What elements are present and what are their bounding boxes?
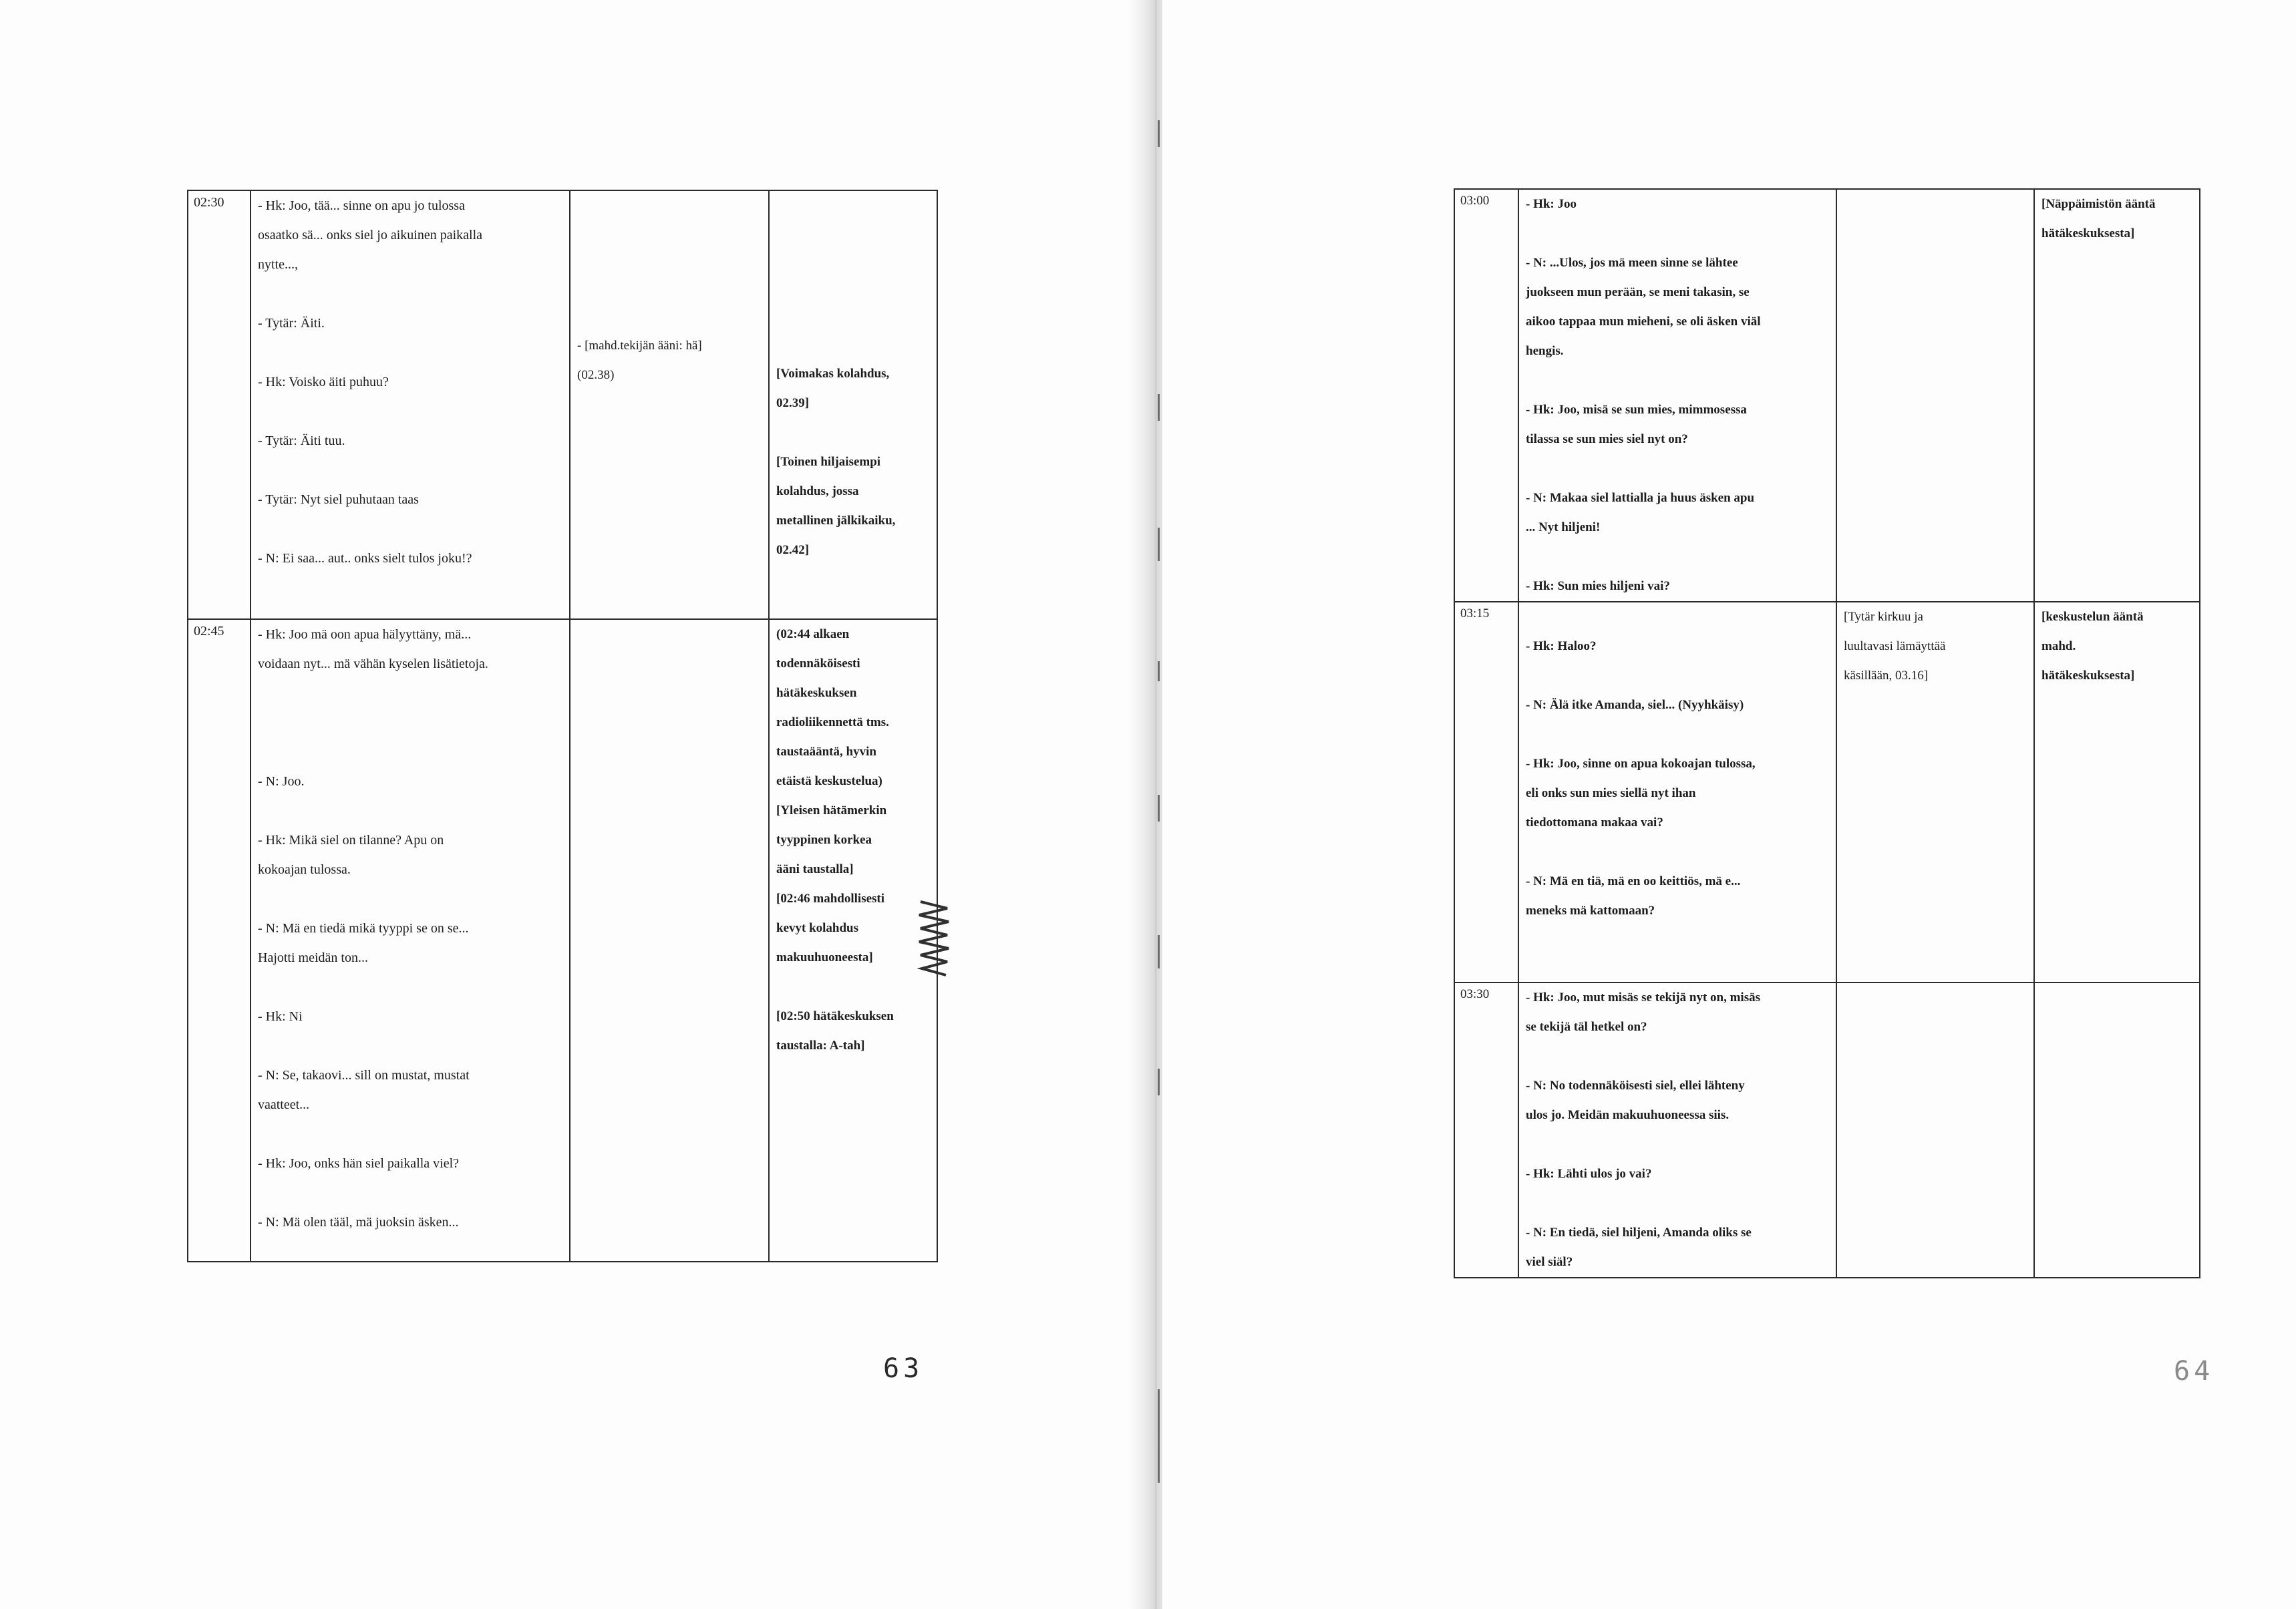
text-line: taustaääntä, hyvin <box>776 745 876 759</box>
text-line: viel siäl? <box>1526 1255 1573 1269</box>
text-line: kolahdus, jossa <box>776 484 859 498</box>
text-line: radioliikennettä tms. <box>776 715 889 729</box>
text-line: juokseen mun perään, se meni takasin, se <box>1526 285 1750 299</box>
blank-line <box>1526 661 1829 691</box>
text-line: - Hk: Joo, onks hän siel paikalla viel? <box>258 1156 460 1171</box>
notes-cell <box>769 619 937 1262</box>
text-line: - Hk: Ni <box>258 1009 303 1024</box>
text-line: nytte..., <box>258 257 298 272</box>
text-line: - N: Makaa siel lattialla ja huus äsken apu <box>1526 491 1755 505</box>
text-line: ulos jo. Meidän makuuhuoneessa siis. <box>1526 1108 1730 1122</box>
transcript-row <box>188 619 937 1262</box>
text-line: - N: Ei saa... aut.. onks sielt tulos joku!? <box>258 551 472 566</box>
gutter-mark <box>1158 528 1160 561</box>
transcript-row <box>1454 189 2200 602</box>
blank-line <box>1526 1042 1829 1071</box>
blank-line <box>258 972 562 1002</box>
blank-line <box>258 1119 562 1149</box>
blank-line <box>1526 720 1829 749</box>
text-line: tilassa se sun mies siel nyt on? <box>1526 432 1688 446</box>
blank-line <box>258 796 562 826</box>
blank-line <box>258 397 562 426</box>
ink-scribble-mark <box>914 895 954 982</box>
text-line: - N: Se, takaovi... sill on mustat, mustat <box>258 1068 470 1083</box>
text-line: todennäköisesti <box>776 657 860 671</box>
notes-cell <box>2034 982 2200 1278</box>
text-line: - Tytär: Äiti. <box>258 316 325 331</box>
text-line: - Hk: Joo, mut misäs se tekijä nyt on, misäs <box>1526 991 1760 1005</box>
gutter-mark <box>1158 661 1160 681</box>
text-line: [02:46 mahdollisesti <box>776 892 885 906</box>
dialogue-cell <box>1518 982 1836 1278</box>
transcript-row <box>1454 602 2200 982</box>
left-transcript-table <box>187 190 938 1262</box>
text-line: - Hk: Lähti ulos jo vai? <box>1526 1167 1652 1181</box>
blank-line <box>1526 1189 1829 1218</box>
blank-line <box>1526 602 1829 632</box>
blank-line <box>258 456 562 485</box>
text-line: (02.38) <box>577 368 615 382</box>
text-line: [Voimakas kolahdus, <box>776 367 890 381</box>
text-line: - N: Mä en tiedä mikä tyyppi se on se... <box>258 921 469 936</box>
sound-cell <box>1836 189 2034 602</box>
text-line: - N: No todennäköisesti siel, ellei lähteny <box>1526 1079 1745 1093</box>
text-line: [Tytär kirkuu ja <box>1844 610 1923 624</box>
text-line: hätäkeskuksen <box>776 686 857 700</box>
notes-cell <box>2034 602 2200 982</box>
text-line: makuuhuoneesta] <box>776 950 873 964</box>
right-page-number: 64 <box>2174 1356 2215 1387</box>
blank-line <box>258 737 562 767</box>
sound-cell <box>570 190 769 619</box>
blank-line <box>258 708 562 737</box>
gutter-mark <box>1158 795 1160 822</box>
text-line: - Hk: Joo <box>1526 197 1577 211</box>
transcript-row <box>1454 982 2200 1278</box>
text-line: - Hk: Sun mies hiljeni vai? <box>1526 579 1670 593</box>
text-line: - Hk: Haloo? <box>1526 639 1597 653</box>
blank-line <box>1526 542 1829 572</box>
right-transcript-table <box>1454 188 2200 1278</box>
blank-line <box>258 1031 562 1061</box>
text-line: - N: Mä olen tääl, mä juoksin äsken... <box>258 1215 459 1230</box>
gutter-mark <box>1158 1389 1160 1483</box>
text-line: - N: ...Ulos, jos mä meen sinne se lähtee <box>1526 256 1738 270</box>
gutter-mark <box>1158 1069 1160 1095</box>
sound-cell <box>1836 982 2034 1278</box>
blank-line <box>776 418 930 448</box>
text-line: - Hk: Joo mä oon apua hälyyttäny, mä... <box>258 627 472 642</box>
text-line: Hajotti meidän ton... <box>258 950 368 965</box>
text-line: - Tytär: Äiti tuu. <box>258 433 345 448</box>
text-line: taustalla: A-tah] <box>776 1039 865 1053</box>
text-line: - Hk: Voisko äiti puhuu? <box>258 375 389 389</box>
gutter-mark <box>1158 935 1160 968</box>
text-line: - N: Mä en tiä, mä en oo keittiös, mä e... <box>1526 874 1741 888</box>
notes-cell <box>2034 189 2200 602</box>
blank-line <box>776 972 930 1002</box>
dialogue-cell <box>251 190 570 619</box>
text-line: - N: Älä itke Amanda, siel... (Nyyhkäisy) <box>1526 698 1744 712</box>
text-line: kokoajan tulossa. <box>258 862 351 877</box>
text-line: meneks mä kattomaan? <box>1526 904 1655 918</box>
text-line: [Toinen hiljaisempi <box>776 455 881 469</box>
right-page <box>1162 0 2296 1609</box>
timestamp-cell: 03:00 <box>1454 189 1518 602</box>
timestamp-cell: 02:30 <box>188 190 251 619</box>
blank-line <box>1526 366 1829 395</box>
text-line: mahd. <box>2041 639 2076 653</box>
text-line: hätäkeskuksesta] <box>2041 669 2135 683</box>
text-line: [keskustelun ääntä <box>2041 610 2144 624</box>
blank-line <box>258 1178 562 1208</box>
text-line: luultavasi lämäyttää <box>1844 639 1946 653</box>
left-page-number: 63 <box>883 1353 924 1384</box>
text-line: voidaan nyt... mä vähän kyselen lisätietoja. <box>258 657 488 671</box>
text-line: - N: En tiedä, siel hiljeni, Amanda oliks se <box>1526 1226 1752 1240</box>
dialogue-cell <box>1518 189 1836 602</box>
text-line: metallinen jälkikaiku, <box>776 514 896 528</box>
text-line: kevyt kolahdus <box>776 921 859 935</box>
blank-line <box>1526 838 1829 867</box>
transcript-row <box>188 190 937 619</box>
text-line: - Hk: Mikä siel on tilanne? Apu on <box>258 833 444 848</box>
blank-line <box>1526 219 1829 248</box>
text-line: osaatko sä... onks siel jo aikuinen paikalla <box>258 228 483 242</box>
text-line: 02.39] <box>776 396 810 410</box>
notes-cell <box>769 190 937 619</box>
dialogue-cell <box>1518 602 1836 982</box>
text-line: - Hk: Joo, misä se sun mies, mimmosessa <box>1526 403 1747 417</box>
text-line: käsillään, 03.16] <box>1844 669 1929 683</box>
text-line: 02.42] <box>776 543 810 557</box>
text-line: - Tytär: Nyt siel puhutaan taas <box>258 492 419 507</box>
timestamp-cell: 03:15 <box>1454 602 1518 982</box>
text-line: [Näppäimistön ääntä <box>2041 197 2156 211</box>
text-line: (02:44 alkaen <box>776 627 850 641</box>
gutter-mark <box>1158 394 1160 421</box>
timestamp-cell: 03:30 <box>1454 982 1518 1278</box>
text-line: - Hk: Joo, tää... sinne on apu jo tulossa <box>258 198 465 213</box>
text-line: - Hk: Joo, sinne on apua kokoajan tulossa, <box>1526 757 1756 771</box>
blank-line <box>258 514 562 544</box>
blank-line <box>1526 1130 1829 1159</box>
text-line: hätäkeskuksesta] <box>2041 226 2135 240</box>
gutter-mark <box>1158 120 1160 147</box>
text-line: ... Nyt hiljeni! <box>1526 520 1601 534</box>
blank-line <box>258 279 562 309</box>
sound-cell <box>1836 602 2034 982</box>
blank-line <box>1526 454 1829 484</box>
blank-line <box>258 884 562 914</box>
sound-cell <box>570 619 769 1262</box>
dialogue-cell <box>251 619 570 1262</box>
text-line: tiedottomana makaa vai? <box>1526 816 1663 830</box>
text-line: ääni taustalla] <box>776 862 854 876</box>
text-line: tyyppinen korkea <box>776 833 872 847</box>
text-line: [02:50 hätäkeskuksen <box>776 1009 894 1023</box>
text-line: vaatteet... <box>258 1097 310 1112</box>
blank-line <box>258 679 562 708</box>
text-line: aikoo tappaa mun mieheni, se oli äsken viäl <box>1526 315 1761 329</box>
blank-line <box>258 338 562 367</box>
text-line: etäistä keskustelua) <box>776 774 882 788</box>
timestamp-cell: 02:45 <box>188 619 251 1262</box>
text-line: hengis. <box>1526 344 1564 358</box>
text-line: [Yleisen hätämerkin <box>776 803 887 818</box>
text-line: - N: Joo. <box>258 774 305 789</box>
text-line: - [mahd.tekijän ääni: hä] <box>577 339 702 353</box>
text-line: se tekijä täl hetkel on? <box>1526 1020 1647 1034</box>
text-line: eli onks sun mies siellä nyt ihan <box>1526 786 1696 800</box>
